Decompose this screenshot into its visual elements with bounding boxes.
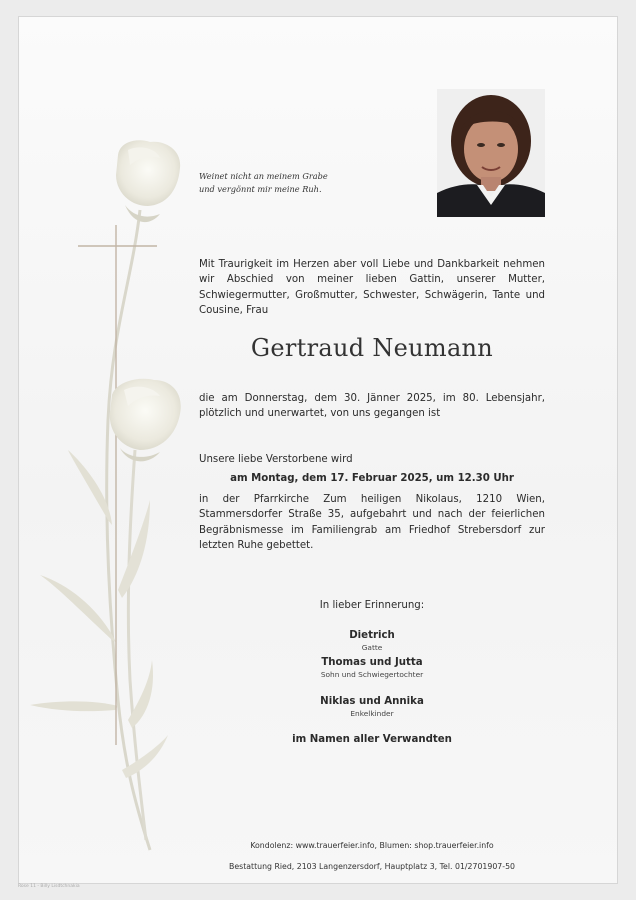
- deceased-name: Gertraud Neumann: [250, 334, 494, 362]
- condolence-line: Kondolenz: www.trauerfeier.info, Blumen: shop.trauerfeier.info: [250, 841, 494, 850]
- motto-line-2: und vergönnt mir meine Ruh.: [199, 184, 322, 194]
- memory-closing: im Namen aller Verwandten: [292, 734, 452, 745]
- image-credit: Rose 11 - Billy Lisdtchnakia: [18, 884, 80, 889]
- portrait-image: [437, 89, 545, 217]
- mourner-relation: Gatte: [361, 643, 383, 652]
- funeral-details: in der Pfarrkirche Zum heiligen Nikolaus, 1210 Wien, Stammersdorfer Straße 35, aufgebahrt und nach der feierlichen Begräbnismesse im Familiengrab am Friedhof Strebersdorf zur letzten Ruhe gebettet.: [199, 494, 545, 552]
- memory-heading: In lieber Erinnerung:: [319, 600, 425, 611]
- mourner-name: Dietrich: [349, 630, 395, 641]
- portrait-photo: [437, 89, 545, 217]
- motto-line-1: Weinet nicht an meinem Grabe: [199, 171, 328, 181]
- motto: [199, 170, 399, 196]
- funeral-date: am Montag, dem 17. Februar 2025, um 12.30 Uhr: [230, 473, 514, 484]
- death-paragraph: die am Donnerstag, dem 30. Jänner 2025, im 80. Lebensjahr, plötzlich und unerwartet, von uns gegangen ist: [199, 393, 545, 420]
- mourner-relation: Enkelkinder: [350, 709, 394, 718]
- mourner-name: Thomas und Jutta: [321, 657, 423, 668]
- intro-paragraph: Mit Traurigkeit im Herzen aber voll Liebe und Dankbarkeit nehmen wir Abschied von meiner lieben Gattin, unserer Mutter, Schwiegermutter, Großmutter, Schwester, Schwägerin, Tante und Cousine, Frau: [199, 259, 545, 317]
- mourner-name: Niklas und Annika: [320, 696, 424, 707]
- undertaker-line: Bestattung Ried, 2103 Langenzersdorf, Hauptplatz 3, Tel. 01/2701907-50: [228, 862, 515, 871]
- funeral-lead: Unsere liebe Verstorbene wird: [199, 454, 353, 465]
- mourner-relation: Sohn und Schwiegertochter: [320, 670, 424, 679]
